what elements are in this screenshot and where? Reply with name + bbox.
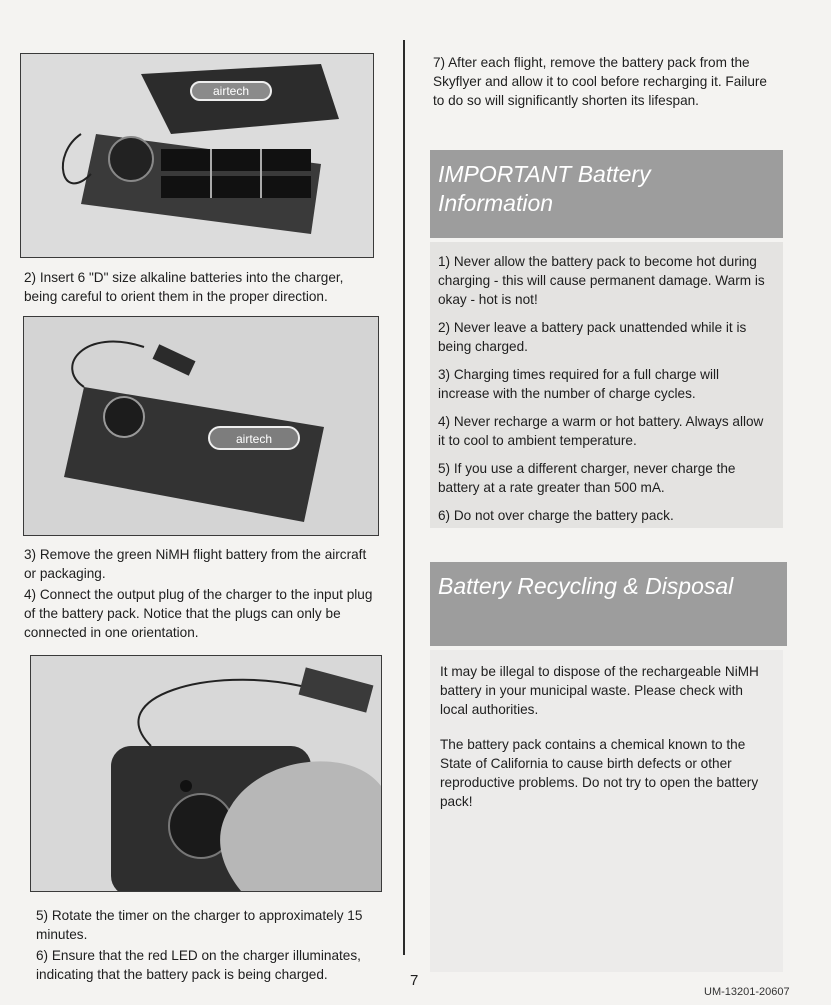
column-divider <box>403 40 405 955</box>
photo-hand-timer <box>30 655 382 892</box>
important-item: 1) Never allow the battery pack to become hot during charging - this will cause permanent damage. Warm is okay - hot is not! <box>438 254 765 307</box>
airtech-logo-2: airtech <box>235 432 273 446</box>
document-code: UM-13201-20607 <box>704 986 790 998</box>
important-item: 4) Never recharge a warm or hot battery. Always allow it to cool to ambient temperature. <box>438 414 764 448</box>
recycling-paragraph: It may be illegal to dispose of the rechargeable NiMH battery in your municipal waste. Please check with local authorities. <box>440 664 759 717</box>
step-2-text: 2) Insert 6 "D" size alkaline batteries into the charger, being careful to orient them in the proper direction. <box>24 270 344 304</box>
important-item: 2) Never leave a battery pack unattended while it is being charged. <box>438 320 747 354</box>
airtech-logo-1: airtech <box>212 84 250 98</box>
step-6-text: 6) Ensure that the red LED on the charger illuminates, indicating that the battery pack is being charged. <box>36 948 361 982</box>
steps-5-6-text <box>36 906 381 994</box>
steps-3-4-text <box>24 545 376 652</box>
recycling-panel <box>430 650 783 972</box>
important-item: 3) Charging times required for a full charge will increase with the number of charge cycles. <box>438 367 720 401</box>
step-5-text: 5) Rotate the timer on the charger to approximately 15 minutes. <box>36 908 363 942</box>
important-item: 5) If you use a different charger, never charge the battery at a rate greater than 500 mA. <box>438 461 736 495</box>
recycling-paragraph: The battery pack contains a chemical known to the State of California to cause birth defects or other reproductive problems. Do not try to open the battery pack! <box>440 737 759 809</box>
photo-charger-batteries <box>20 53 374 258</box>
important-item: 6) Do not over charge the battery pack. <box>438 508 674 523</box>
important-heading: IMPORTANT Battery Information <box>430 150 783 238</box>
page-number: 7 <box>410 972 419 989</box>
step-3-text: 3) Remove the green NiMH flight battery from the aircraft or packaging. <box>24 547 367 581</box>
photo-charger-closed <box>23 316 379 536</box>
important-info-panel <box>430 242 783 528</box>
step-7-text: 7) After each flight, remove the battery pack from the Skyflyer and allow it to cool before recharging it. Failure to do so will significantly shorten its lifespan. <box>433 55 767 108</box>
recycling-heading: Battery Recycling & Disposal <box>430 562 787 646</box>
step-4-text: 4) Connect the output plug of the charger to the input plug of the battery pack. Notice that the plugs can only be connected in one orientation. <box>24 587 373 640</box>
